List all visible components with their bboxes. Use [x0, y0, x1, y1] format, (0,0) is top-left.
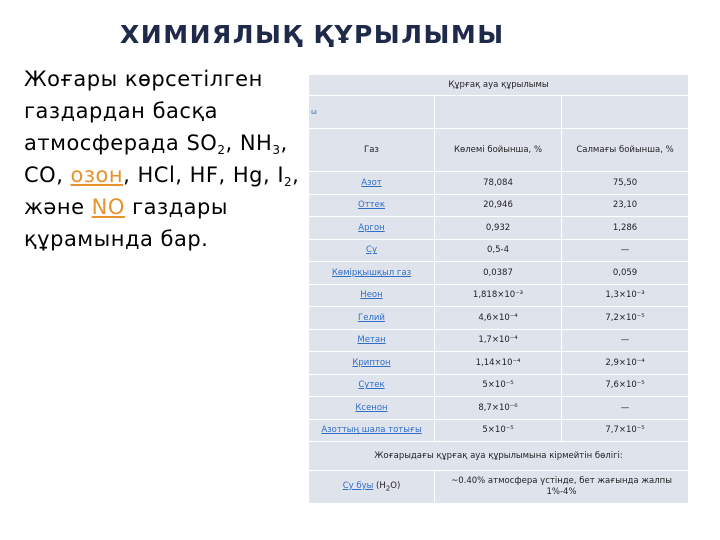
mass-cell: 0,059 [562, 262, 689, 285]
volume-cell: 0,932 [435, 217, 562, 240]
gas-link[interactable]: Оттек [358, 200, 385, 211]
empty-cell [562, 96, 689, 129]
gas-cell [309, 194, 435, 217]
gas-cell [309, 419, 435, 442]
gas-link[interactable]: Сутек [358, 380, 385, 391]
gas-cell [309, 352, 435, 375]
gas-cell [309, 471, 435, 504]
table-row [309, 284, 689, 307]
table-row [309, 217, 689, 240]
mass-cell: 1,3×10⁻³ [562, 284, 689, 307]
header-volume: Көлемі бойынша, % [435, 129, 562, 172]
gas-link[interactable]: Гелий [358, 312, 385, 323]
volume-cell: 1,14×10⁻⁴ [435, 352, 562, 375]
mass-cell: 7,2×10⁻⁵ [562, 307, 689, 330]
volume-cell: 78,084 [435, 172, 562, 195]
table-note: Жоғарыдағы құрғақ ауа құрылымына кірмейтін бөлігі: [309, 442, 689, 471]
table-row [309, 262, 689, 285]
table-title-row [309, 75, 689, 96]
table-row [309, 194, 689, 217]
table-ref-row [309, 96, 689, 129]
mass-cell: — [562, 329, 689, 352]
header-mass: Салмағы бойынша, % [562, 129, 689, 172]
empty-cell [435, 96, 562, 129]
volume-cell: 1,7×10⁻⁴ [435, 329, 562, 352]
mass-cell: — [562, 397, 689, 420]
table-note-row [309, 442, 689, 471]
paragraph-text-5: , және [24, 163, 300, 219]
table-row [309, 419, 689, 442]
gas-cell [309, 239, 435, 262]
gas-formula-end: O) [390, 480, 401, 491]
subscript: 2 [284, 175, 293, 189]
water-vapor-value: ~0.40% атмосфера үстінде, бет жағында жалпы 1%-4% [435, 471, 689, 504]
paragraph-text-4: , HCl, HF, Hg, I [123, 163, 285, 187]
table-row [309, 239, 689, 262]
subscript: 3 [272, 143, 281, 157]
ref-mark: ω [309, 96, 435, 129]
gas-cell [309, 397, 435, 420]
gas-link[interactable]: Азот [361, 177, 382, 188]
table-title: Құрғақ ауа құрылымы [309, 75, 689, 96]
gas-link[interactable]: Неон [360, 290, 383, 301]
paragraph-text-2: , NH [225, 131, 273, 155]
air-composition-table [308, 74, 689, 504]
volume-cell: 8,7×10⁻⁶ [435, 397, 562, 420]
mass-cell: 1,286 [562, 217, 689, 240]
paragraph-text-1: Жоғары көрсетілген газдардан басқа атмосферада SO [24, 67, 263, 155]
mass-cell: 2,9×10⁻⁴ [562, 352, 689, 375]
gas-cell [309, 374, 435, 397]
paragraph-text-6: газдары құрамында бар. [24, 195, 228, 251]
table-row [309, 307, 689, 330]
subscript: 2 [217, 143, 226, 157]
volume-cell: 5×10⁻⁵ [435, 419, 562, 442]
gas-link[interactable]: Криптон [352, 357, 391, 368]
gas-link[interactable]: Көмірқышқыл газ [331, 267, 412, 278]
no-link[interactable]: NO [91, 195, 125, 219]
table-row [309, 352, 689, 375]
body-paragraph [24, 63, 309, 255]
volume-cell: 1,818×10⁻³ [435, 284, 562, 307]
gas-link[interactable]: Метан [357, 335, 386, 346]
volume-cell: 0,5-4 [435, 239, 562, 262]
water-vapor-link[interactable]: Су буы [342, 480, 374, 491]
volume-cell: 5×10⁻⁵ [435, 374, 562, 397]
gas-link[interactable]: Ксенон [355, 402, 388, 413]
table-row [309, 397, 689, 420]
volume-cell: 20,946 [435, 194, 562, 217]
gas-cell [309, 329, 435, 352]
table-row [309, 172, 689, 195]
ozone-link[interactable]: озон [70, 163, 124, 187]
subscript: 2 [385, 483, 391, 493]
page-title: ХИМИЯЛЫҚ ҚҰРЫЛЫМЫ [120, 20, 505, 49]
table-header-row [309, 129, 689, 172]
mass-cell: 75,50 [562, 172, 689, 195]
gas-cell [309, 262, 435, 285]
volume-cell: 0,0387 [435, 262, 562, 285]
gas-formula: (H [373, 480, 386, 491]
mass-cell: 23,10 [562, 194, 689, 217]
mass-cell: — [562, 239, 689, 262]
gas-link[interactable]: Су [366, 245, 377, 256]
gas-link[interactable]: Аргон [358, 222, 385, 233]
mass-cell: 7,7×10⁻⁵ [562, 419, 689, 442]
table-row [309, 471, 689, 504]
gas-cell [309, 172, 435, 195]
gas-cell [309, 217, 435, 240]
volume-cell: 4,6×10⁻⁴ [435, 307, 562, 330]
gas-cell [309, 284, 435, 307]
table-row [309, 374, 689, 397]
mass-cell: 7,6×10⁻⁵ [562, 374, 689, 397]
paragraph-text-3: , CO, [24, 131, 288, 187]
header-gas: Газ [309, 129, 435, 172]
table-row [309, 329, 689, 352]
gas-link[interactable]: Азоттың шала тотығы [321, 425, 422, 436]
gas-cell [309, 307, 435, 330]
